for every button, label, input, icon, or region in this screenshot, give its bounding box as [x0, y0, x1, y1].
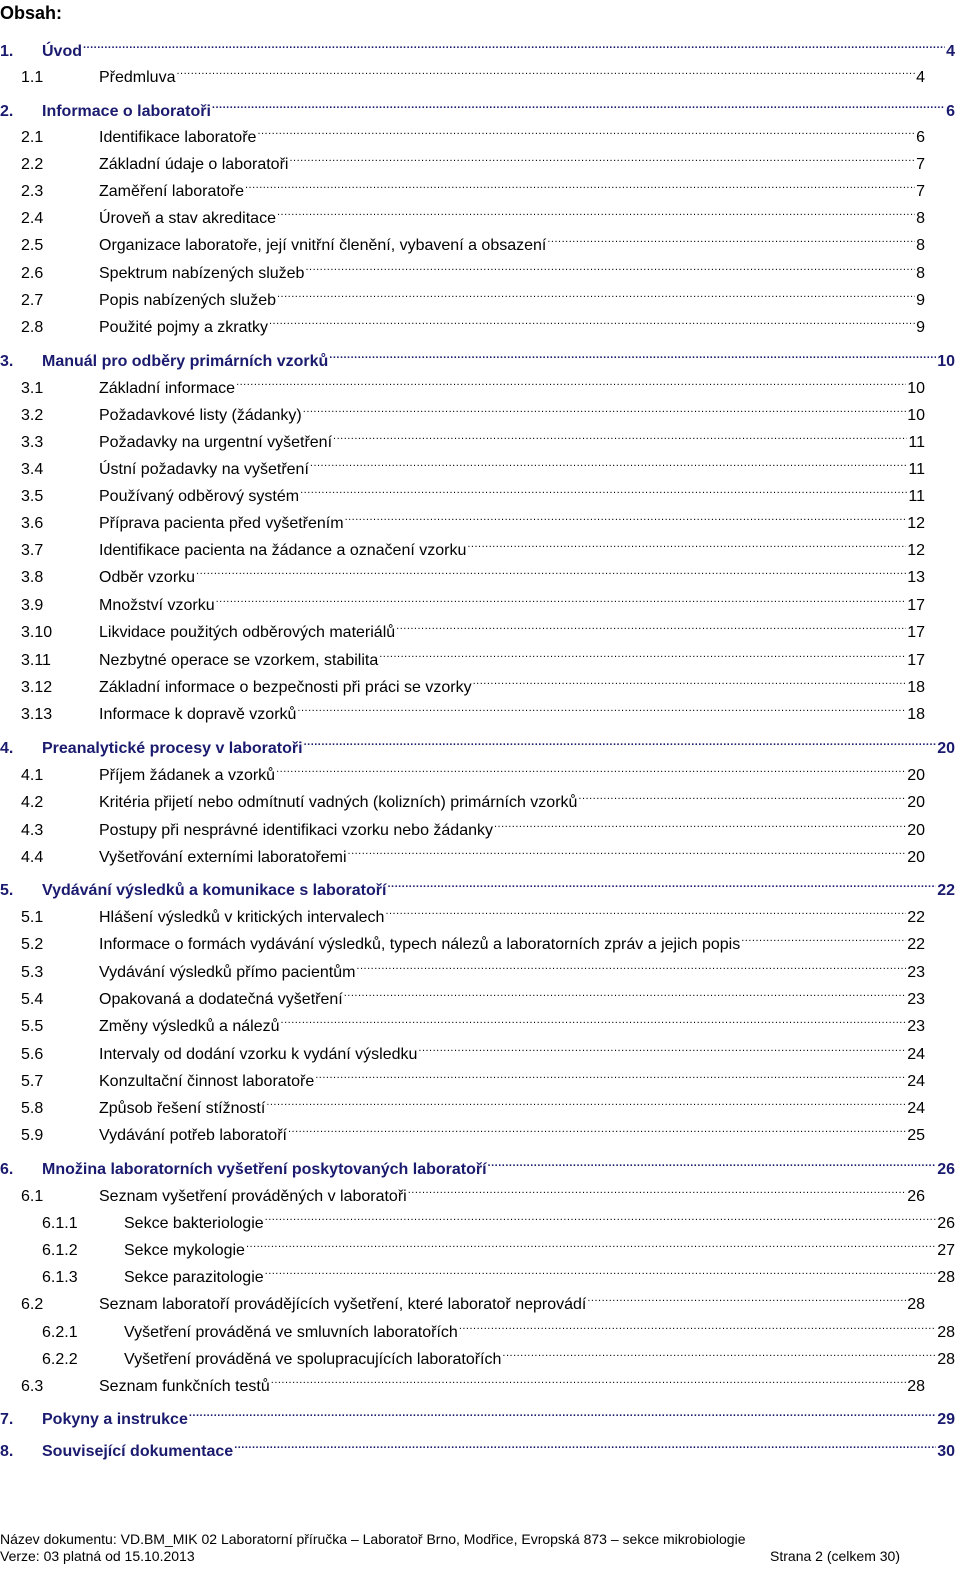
- toc-entry-page: 24: [907, 1100, 925, 1117]
- toc-dot-leader: [234, 1432, 936, 1456]
- toc-entry[interactable]: [0, 756, 925, 784]
- toc-entry-title: Sekce mykologie: [124, 1242, 245, 1259]
- toc-entry-title: Změny výsledků a nálezů: [99, 1018, 280, 1035]
- toc-entry[interactable]: [0, 226, 925, 254]
- toc-dot-leader: [356, 953, 906, 977]
- toc-entry-page: 10: [937, 353, 955, 370]
- toc-entry-title: Sekce bakteriologie: [124, 1215, 264, 1232]
- toc-entry-number: 3.13: [21, 706, 53, 723]
- toc-dot-leader: [315, 1062, 906, 1086]
- toc-dot-leader: [304, 729, 937, 753]
- toc-entry-page: 11: [908, 434, 925, 451]
- toc-dot-leader: [396, 613, 906, 637]
- toc-entry-number: 2.2: [21, 156, 44, 173]
- toc-entry-title: Seznam funkčních testů: [99, 1378, 270, 1395]
- toc-entry[interactable]: [0, 450, 925, 478]
- toc-dot-leader: [348, 838, 907, 862]
- toc-dot-leader: [297, 695, 906, 719]
- toc-entry-title: Použité pojmy a zkratky: [99, 319, 268, 336]
- toc-entry-page: 4: [946, 43, 955, 60]
- toc-dot-leader: [502, 1340, 936, 1364]
- toc-entry[interactable]: [0, 1285, 925, 1313]
- toc-entry-number: 6.1.2: [42, 1242, 78, 1259]
- toc-entry-number: 3.9: [21, 597, 44, 614]
- toc-entry-title: Používaný odběrový systém: [99, 488, 300, 505]
- toc-entry-title: Identifikace laboratoře: [99, 129, 257, 146]
- toc-entry[interactable]: [0, 281, 925, 309]
- toc-entry-number: 3.2: [21, 407, 44, 424]
- toc-dot-leader: [305, 254, 915, 278]
- toc-entry[interactable]: [0, 641, 925, 669]
- toc-dot-leader: [310, 450, 908, 474]
- toc-entry-number: 3.6: [21, 515, 44, 532]
- toc-entry-number: 5.1: [21, 909, 44, 926]
- toc-entry-page: 25: [907, 1127, 925, 1144]
- toc-entry[interactable]: [0, 92, 955, 120]
- toc-dot-leader: [587, 1285, 906, 1309]
- toc-entry-page: 7: [916, 183, 925, 200]
- toc-entry-number: 4.3: [21, 822, 44, 839]
- toc-entry-title: Základní informace: [99, 380, 236, 397]
- toc-dot-leader: [741, 925, 906, 949]
- toc-entry[interactable]: [0, 925, 925, 953]
- toc-entry-number: 3.12: [21, 679, 53, 696]
- toc-dot-leader: [345, 504, 907, 528]
- toc-dot-leader: [276, 756, 906, 780]
- toc-entry-page: 28: [907, 1296, 925, 1313]
- toc-dot-leader: [467, 531, 906, 555]
- toc-entry-title: Vydávání potřeb laboratoří: [99, 1127, 287, 1144]
- footer-version: Verze: 03 platná od 15.10.2013: [0, 1548, 195, 1564]
- toc-entry[interactable]: [0, 838, 925, 866]
- toc-entry-page: 4: [916, 69, 925, 86]
- toc-entry-page: 6: [946, 103, 955, 120]
- toc-entry-number: 2.5: [21, 237, 44, 254]
- toc-entry-title: Nezbytné operace se vzorkem, stabilita: [99, 652, 379, 669]
- toc-dot-leader: [265, 1204, 937, 1228]
- toc-entry-page: 22: [907, 936, 925, 953]
- toc-entry-title: Preanalytické procesy v laboratoři: [42, 740, 303, 757]
- toc-entry-number: 3.: [0, 353, 14, 370]
- toc-entry-page: 20: [907, 767, 925, 784]
- toc-dot-leader: [271, 1367, 906, 1391]
- toc-entry-number: 5.: [0, 882, 14, 899]
- toc-entry-title: Hlášení výsledků v kritických intervalech: [99, 909, 385, 926]
- toc-entry[interactable]: [0, 1400, 955, 1428]
- toc-dot-leader: [385, 898, 906, 922]
- toc-entry-title: Opakovaná a dodatečná vyšetření: [99, 991, 343, 1008]
- toc-entry[interactable]: [0, 32, 955, 60]
- toc-entry[interactable]: [0, 871, 955, 899]
- toc-entry[interactable]: [0, 1258, 955, 1286]
- toc-entry-page: 23: [907, 964, 925, 981]
- toc-entry[interactable]: [0, 1116, 925, 1144]
- footer-document-name: Název dokumentu: VD.BM_MIK 02 Laboratorní příručka – Laboratoř Brno, Modřice, Evropská 873 – sekce mikrobiologie: [0, 1531, 746, 1547]
- toc-entry-title: Odběr vzorku: [99, 569, 196, 586]
- toc-entry-page: 9: [916, 319, 925, 336]
- toc-entry-number: 4.: [0, 740, 14, 757]
- toc-entry-title: Informace o formách vydávání výsledků, typech nálezů a laboratorních zpráv a jejich popis: [99, 936, 741, 953]
- toc-entry-number: 3.1: [21, 380, 44, 397]
- toc-entry-number: 6.2: [21, 1296, 44, 1313]
- toc-entry[interactable]: [0, 783, 925, 811]
- toc-entry[interactable]: [0, 118, 925, 146]
- toc-dot-leader: [344, 980, 906, 1004]
- toc-entry-number: 2.7: [21, 292, 44, 309]
- toc-entry-number: 5.8: [21, 1100, 44, 1117]
- toc-entry-page: 8: [916, 210, 925, 227]
- toc-dot-leader: [289, 145, 915, 169]
- toc-entry-title: Konzultační činnost laboratoře: [99, 1073, 315, 1090]
- toc-entry-page: 23: [907, 991, 925, 1008]
- toc-dot-leader: [333, 423, 907, 447]
- toc-entry-number: 2.1: [21, 129, 44, 146]
- toc-entry[interactable]: [0, 558, 925, 586]
- toc-dot-leader: [459, 1313, 936, 1337]
- toc-dot-leader: [408, 1177, 906, 1201]
- toc-entry-page: 20: [907, 849, 925, 866]
- toc-entry[interactable]: [0, 1340, 955, 1368]
- toc-entry[interactable]: [0, 477, 925, 505]
- toc-entry[interactable]: [0, 504, 925, 532]
- toc-entry[interactable]: [0, 586, 925, 614]
- toc-entry-number: 5.4: [21, 991, 44, 1008]
- toc-entry-number: 3.10: [21, 624, 53, 641]
- toc-entry-page: 24: [907, 1046, 925, 1063]
- toc-dot-leader: [257, 118, 915, 142]
- toc-dot-leader: [418, 1035, 906, 1059]
- toc-entry-page: 23: [907, 1018, 925, 1035]
- toc-entry-number: 8.: [0, 1443, 14, 1460]
- toc-dot-leader: [245, 172, 915, 196]
- toc-entry-title: Úroveň a stav akreditace: [99, 210, 276, 227]
- toc-entry-title: Kritéria přijetí nebo odmítnutí vadných (kolizních) primárních vzorků: [99, 794, 578, 811]
- toc-entry-number: 5.7: [21, 1073, 44, 1090]
- footer-page-info: Strana 2 (celkem 30): [770, 1548, 900, 1564]
- toc-entry-title: Vyšetřování externími laboratořemi: [99, 849, 347, 866]
- toc-entry-number: 5.3: [21, 964, 44, 981]
- toc-entry-page: 18: [907, 706, 925, 723]
- toc-entry-page: 11: [908, 488, 925, 505]
- toc-dot-leader: [387, 871, 936, 895]
- toc-dot-leader: [379, 641, 906, 665]
- toc-entry-page: 20: [907, 794, 925, 811]
- toc-entry-title: Základní údaje o laboratoři: [99, 156, 289, 173]
- toc-entry[interactable]: [0, 1204, 955, 1232]
- toc-entry-title: Příprava pacienta před vyšetřením: [99, 515, 344, 532]
- toc-entry[interactable]: [0, 423, 925, 451]
- toc-dot-leader: [196, 558, 906, 582]
- toc-dot-leader: [547, 226, 915, 250]
- toc-entry-number: 7.: [0, 1411, 14, 1428]
- toc-entry[interactable]: [0, 1062, 925, 1090]
- toc-entry[interactable]: [0, 199, 925, 227]
- toc-entry[interactable]: [0, 58, 925, 86]
- toc-entry-number: 3.7: [21, 542, 44, 559]
- toc-entry-number: 5.6: [21, 1046, 44, 1063]
- toc-entry-title: Příjem žádanek a vzorků: [99, 767, 276, 784]
- toc-entry-page: 26: [937, 1161, 955, 1178]
- toc-dot-leader: [303, 396, 906, 420]
- toc-entry-page: 6: [916, 129, 925, 146]
- toc-entry-number: 3.5: [21, 488, 44, 505]
- toc-entry-title: Manuál pro odběry primárních vzorků: [42, 353, 329, 370]
- toc-entry-page: 17: [907, 597, 925, 614]
- toc-entry-number: 3.3: [21, 434, 44, 451]
- toc-entry-title: Množina laboratorních vyšetření poskytovaných laboratoří: [42, 1161, 487, 1178]
- toc-entry-number: 5.5: [21, 1018, 44, 1035]
- toc-entry-title: Zaměření laboratoře: [99, 183, 244, 200]
- toc-dot-leader: [83, 32, 945, 56]
- toc-entry-page: 17: [907, 652, 925, 669]
- toc-entry[interactable]: [0, 145, 925, 173]
- toc-entry-title: Vyšetření prováděná ve spolupracujících laboratořích: [124, 1351, 502, 1368]
- toc-entry-page: 7: [916, 156, 925, 173]
- toc-dot-leader: [288, 1116, 906, 1140]
- toc-entry-number: 2.3: [21, 183, 44, 200]
- toc-entry-number: 1.1: [21, 69, 44, 86]
- toc-entry[interactable]: [0, 531, 925, 559]
- toc-entry-title: Spektrum nabízených služeb: [99, 265, 305, 282]
- toc-entry-page: 11: [908, 461, 925, 478]
- toc-dot-leader: [269, 308, 915, 332]
- toc-entry-page: 17: [907, 624, 925, 641]
- toc-entry-number: 6.2.1: [42, 1324, 78, 1341]
- toc-entry[interactable]: [0, 308, 925, 336]
- toc-entry-page: 28: [937, 1324, 955, 1341]
- toc-entry-title: Popis nabízených služeb: [99, 292, 276, 309]
- toc-entry-title: Sekce parazitologie: [124, 1269, 264, 1286]
- toc-dot-leader: [216, 586, 907, 610]
- toc-dot-leader: [473, 668, 907, 692]
- toc-entry[interactable]: [0, 1177, 925, 1205]
- toc-entry-title: Likvidace použitých odběrových materiálů: [99, 624, 396, 641]
- toc-dot-leader: [281, 1007, 907, 1031]
- toc-entry-title: Identifikace pacienta na žádance a označení vzorku: [99, 542, 467, 559]
- toc-entry-title: Postupy při nesprávné identifikaci vzorku nebo žádanky: [99, 822, 493, 839]
- toc-entry[interactable]: [0, 254, 925, 282]
- toc-entry[interactable]: [0, 1313, 955, 1341]
- toc-entry[interactable]: [0, 172, 925, 200]
- toc-entry-title: Organizace laboratoře, její vnitřní členění, vybavení a obsazení: [99, 237, 547, 254]
- toc-dot-leader: [578, 783, 906, 807]
- toc-entry-number: 2.8: [21, 319, 44, 336]
- toc-entry-title: Množství vzorku: [99, 597, 215, 614]
- toc-entry-page: 28: [937, 1269, 955, 1286]
- toc-entry-page: 28: [907, 1378, 925, 1395]
- toc-entry-number: 2.6: [21, 265, 44, 282]
- toc-entry-page: 29: [937, 1411, 955, 1428]
- toc-entry[interactable]: [0, 1089, 925, 1117]
- toc-entry-page: 27: [937, 1242, 955, 1259]
- toc-entry-page: 10: [907, 380, 925, 397]
- toc-dot-leader: [246, 1231, 936, 1255]
- toc-dot-leader: [266, 1089, 906, 1113]
- toc-entry-number: 2.4: [21, 210, 44, 227]
- toc-dot-leader: [236, 369, 906, 393]
- toc-entry[interactable]: [0, 369, 925, 397]
- toc-entry-title: Informace o laboratoři: [42, 103, 211, 120]
- toc-dot-leader: [277, 281, 915, 305]
- toc-entry-number: 4.4: [21, 849, 44, 866]
- toc-entry[interactable]: [0, 980, 925, 1008]
- toc-entry[interactable]: [0, 668, 925, 696]
- toc-entry-title: Požadavkové listy (žádanky): [99, 407, 302, 424]
- toc-entry-title: Základní informace o bezpečnosti při práci se vzorky: [99, 679, 472, 696]
- toc-entry-page: 18: [907, 679, 925, 696]
- toc-dot-leader: [488, 1150, 937, 1174]
- toc-dot-leader: [176, 58, 915, 82]
- footer-version-row: [0, 1548, 900, 1564]
- toc-entry-number: 6.1.3: [42, 1269, 78, 1286]
- toc-entry-page: 12: [907, 542, 925, 559]
- toc-dot-leader: [329, 342, 936, 366]
- toc-entry-page: 8: [916, 237, 925, 254]
- toc-entry[interactable]: [0, 1367, 925, 1395]
- toc-entry[interactable]: [0, 396, 925, 424]
- toc-entry-title: Vydávání výsledků a komunikace s laboratoří: [42, 882, 387, 899]
- toc-entry-page: 22: [937, 882, 955, 899]
- toc-entry-number: 3.8: [21, 569, 44, 586]
- toc-entry-title: Seznam laboratoří provádějících vyšetření, které laboratoř neprovádí: [99, 1296, 587, 1313]
- toc-entry-page: 13: [907, 569, 925, 586]
- toc-entry-title: Způsob řešení stížností: [99, 1100, 266, 1117]
- toc-entry-number: 6.2.2: [42, 1351, 78, 1368]
- toc-entry[interactable]: [0, 1150, 955, 1178]
- toc-entry-number: 2.: [0, 103, 14, 120]
- toc-entry-title: Vyšetření prováděná ve smluvních laboratořích: [124, 1324, 458, 1341]
- toc-entry-title: Předmluva: [99, 69, 176, 86]
- toc-dot-leader: [300, 477, 907, 501]
- toc-dot-leader: [189, 1400, 936, 1424]
- toc-entry-page: 20: [937, 740, 955, 757]
- toc-entry-page: 12: [907, 515, 925, 532]
- toc-entry[interactable]: [0, 898, 925, 926]
- toc-entry-title: Informace k dopravě vzorků: [99, 706, 297, 723]
- toc-entry-number: 4.2: [21, 794, 44, 811]
- toc-entry-title: Ústní požadavky na vyšetření: [99, 461, 309, 478]
- toc-entry-number: 5.9: [21, 1127, 44, 1144]
- toc-entry-page: 10: [907, 407, 925, 424]
- toc-entry-page: 24: [907, 1073, 925, 1090]
- toc-entry-page: 26: [907, 1188, 925, 1205]
- toc-dot-leader: [494, 811, 906, 835]
- toc-entry[interactable]: [0, 613, 925, 641]
- toc-entry-number: 4.1: [21, 767, 44, 784]
- toc-entry-page: 28: [937, 1351, 955, 1368]
- toc-entry[interactable]: [0, 953, 925, 981]
- toc-entry-number: 6.: [0, 1161, 14, 1178]
- toc-entry-number: 1.: [0, 43, 14, 60]
- toc-entry-page: 30: [937, 1443, 955, 1460]
- toc-entry-number: 6.1: [21, 1188, 44, 1205]
- toc-entry[interactable]: [0, 1231, 955, 1259]
- toc-entry-number: 3.4: [21, 461, 44, 478]
- toc-title: Obsah:: [0, 3, 63, 23]
- toc-entry-page: 8: [916, 265, 925, 282]
- toc-entry-number: 6.3: [21, 1378, 44, 1395]
- toc-entry-number: 5.2: [21, 936, 44, 953]
- toc-entry-number: 6.1.1: [42, 1215, 78, 1232]
- toc-entry[interactable]: [0, 695, 925, 723]
- toc-entry-title: Požadavky na urgentní vyšetření: [99, 434, 333, 451]
- toc-entry-number: 3.11: [21, 652, 51, 669]
- toc-entry-title: Související dokumentace: [42, 1443, 234, 1460]
- toc-dot-leader: [212, 92, 945, 116]
- toc-entry-title: Seznam vyšetření prováděných v laboratoři: [99, 1188, 407, 1205]
- toc-entry-title: Intervaly od dodání vzorku k vydání výsledku: [99, 1046, 418, 1063]
- toc-dot-leader: [277, 199, 915, 223]
- toc-entry[interactable]: [0, 342, 955, 370]
- toc-entry-title: Pokyny a instrukce: [42, 1411, 188, 1428]
- toc-entry-page: 9: [916, 292, 925, 309]
- toc-entry[interactable]: [0, 729, 955, 757]
- toc-entry[interactable]: [0, 1035, 925, 1063]
- toc-entry-page: 22: [907, 909, 925, 926]
- toc-entry[interactable]: [0, 1007, 925, 1035]
- toc-dot-leader: [265, 1258, 937, 1282]
- toc-entry-page: 26: [937, 1215, 955, 1232]
- toc-entry[interactable]: [0, 811, 925, 839]
- toc-entry-title: Vydávání výsledků přímo pacientům: [99, 964, 356, 981]
- toc-entry-page: 20: [907, 822, 925, 839]
- toc-entry-title: Úvod: [42, 43, 82, 60]
- toc-entry[interactable]: [0, 1432, 955, 1460]
